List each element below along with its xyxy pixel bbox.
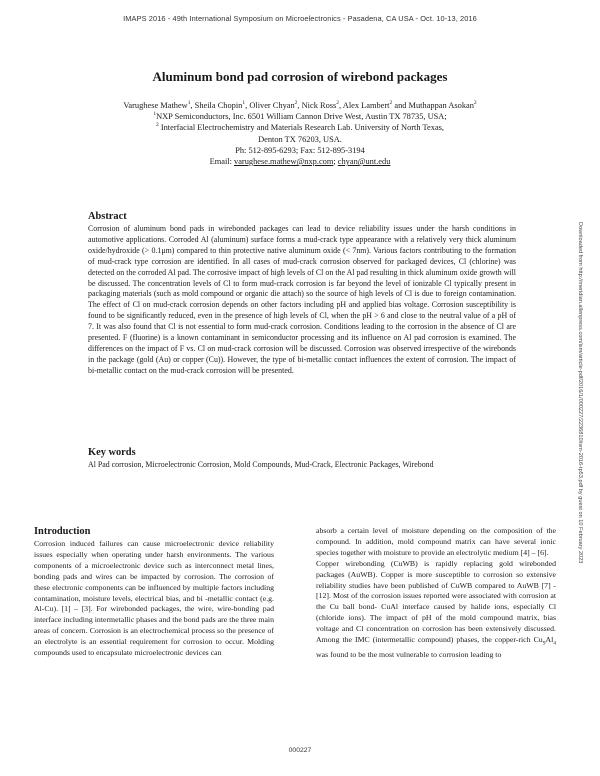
keywords-text: Al Pad corrosion, Microelectronic Corrosion, Mold Compounds, Mud-Crack, Electronic Packages, Wirebond <box>88 460 434 469</box>
phone-fax: Ph: 512-895-6293; Fax: 512-895-3194 <box>235 145 365 155</box>
keywords-heading: Key words <box>88 447 136 458</box>
affiliation-2-city: Denton TX 76203, USA. <box>258 134 342 144</box>
author-affiliation-mark: 1 <box>187 100 191 106</box>
author-name: Sheila Chopin <box>194 101 243 110</box>
conference-header: IMAPS 2016 - 49th International Symposium on Microelectronics - Pasadena, CA USA - Oct. 10-13, 2016 <box>123 14 477 23</box>
abstract-heading: Abstract <box>88 211 127 222</box>
author-name: Muthappan Asokan <box>408 101 474 110</box>
author-affiliation-mark: 2 <box>473 100 477 106</box>
intro-paragraph-2: absorb a certain level of moisture depending on the composition of the compound. In addition, mold compound matrix can have several ionic species together with moisture to provide an electrolytic medium [4] – [6]. <box>316 526 556 557</box>
abstract-text: Corrosion of aluminum bond pads in wirebonded packages can lead to device reliability issues under the harsh conditions in automotive applications. Corroded Al (aluminum) surface forms a mud-crack type appearance with a relatively very thick aluminum oxide/hydroxide (> 0.1μm) compared to thin protective native aluminum oxide (< 7nm). Various factors contributing to the formation of mud-crack type corrosion are identified. In all cases of mud-crack corrosion observed for packaged devices, Cl (chlorine) was detected on the corroded Al pad. The corrosive impact of high levels of Cl on the Al pad resulting in thick aluminum oxide growth will be discussed. The concentration levels of Cl to form mud-crack corrosion is far beyond the level of ionizable Cl typically present in packaging materials (such as mold compound or organic die attach) so the source of high levels of Cl is due to foreign contamination. The effect of Cl on mud-crack corrosion depends on other factors including pH and applied bias voltage. Corrosion susceptibility is found to be significantly reduced, even in the presence of high levels of Cl, when the pH > 6 and close to the neutral value of a pH of 7. It was also found that Cl is not essential to form mud-crack corrosion. Conditions leading to the corrosion in the absence of Cl are presented. F (fluorine) is a known contaminant in semiconductor processing and its influence on Al pad corrosion is examined. The differences on the impact of F vs. Cl on mud-crack corrosion will be discussed. Corrosion was observed irrespective of the wirebonds in the package (gold (Au) or copper (Cu)). However, the type of bi-metallic contact influences the extent of corrosion. The impact of bi-metallic contact on the mud-crack corrosion will be presented. <box>88 224 516 375</box>
download-note: Downloaded from http://meridian.allenpress.com/ism/article-pdf/2016/1/000227/2236810/ism-2016-tp53.pdf by guest on 10 February 2023 <box>577 222 583 564</box>
author-block <box>40 100 560 167</box>
author-affiliation-mark: 2 <box>389 100 393 106</box>
author-affiliation-mark: 2 <box>336 100 340 106</box>
email-link-1[interactable]: varughese.mathew@nxp.com <box>234 157 334 167</box>
author-affiliation-mark: 1 <box>242 100 246 106</box>
author-name: Alex Lambert <box>342 101 390 110</box>
intro-left-column <box>34 526 274 659</box>
author-name: Varughese Mathew <box>123 101 188 110</box>
email-link-2[interactable]: chyan@unt.edu <box>337 157 391 167</box>
paper-title: Aluminum bond pad corrosion of wirebond packages <box>152 69 448 84</box>
keywords-section <box>88 447 516 471</box>
abstract-section <box>88 211 516 377</box>
email-line: Email: varughese.mathew@nxp.com; chyan@unt.edu <box>209 157 391 167</box>
introduction-heading: Introduction <box>34 526 91 537</box>
chemical-formula: $Cu_9Al_4$ <box>533 635 556 647</box>
intro-right-column <box>316 526 556 660</box>
author-affiliation-mark: 2 <box>294 100 298 106</box>
author-name: Nick Ross <box>301 101 337 110</box>
author-name: Oliver Chyan <box>249 101 295 110</box>
affiliation-2: $^2$ Interfacial Electrochemistry and Materials Research Lab. University of North Texas, <box>155 122 445 133</box>
author-names: Varughese Mathew$^1$, Sheila Chopin$^1$, Oliver Chyan$^2$, Nick Ross$^2$, Alex Lambert$^2$ and Muthappan Asokan$^2$ <box>123 100 477 110</box>
page-number: 000227 <box>288 747 312 754</box>
intro-paragraph-1: Corrosion induced failures can cause microelectronic device reliability issues especially when operating under harsh environments. The various components of a microelectronic device such as interconnect metal lines, bonding pads and wires can be impacted by corrosion. The corrosion of these electronic components can be influenced by multiple factors including contamination, moisture levels, electrical bias, and bi -metallic contact (e.g. Al-Cu). [1] – [3]. For wirebonded packages, the wire, wire-bonding pad interface including intermetallic phases and the bond pads are the three main areas of concern. Corrosion is an electrochemical process so the presence of an electrolyte is an essential requirement for corrosion to occur. Molding compounds used to encapsulate microelectronic devices can <box>34 539 274 658</box>
intro-paragraph-3: Copper wirebonding (CuWB) is rapidly replacing gold wirebonded packages (AuWB). Copper is more susceptible to corrosion so extensive reliability studies have been published of CuWB compared to AuWB [7] - [12]. Most of the corrosion issues reported were associated with corrosion at the Cu ball bond- CuAl interface caused by halide ions, especially Cl (chloride ions). The impact of pH of the mold compound matrix, bias voltage and Cl concentration on corrosion has been extensively discussed. Among the IMC (intermetallic compound) phases, the copper-rich $Cu_9Al_4$ was found to be the most vulnerable to corrosion leading to <box>316 558 556 659</box>
affiliation-1: $^1$NXP Semiconductors, Inc. 6501 William Cannon Drive West, Austin TX 78735, USA; <box>153 111 447 122</box>
